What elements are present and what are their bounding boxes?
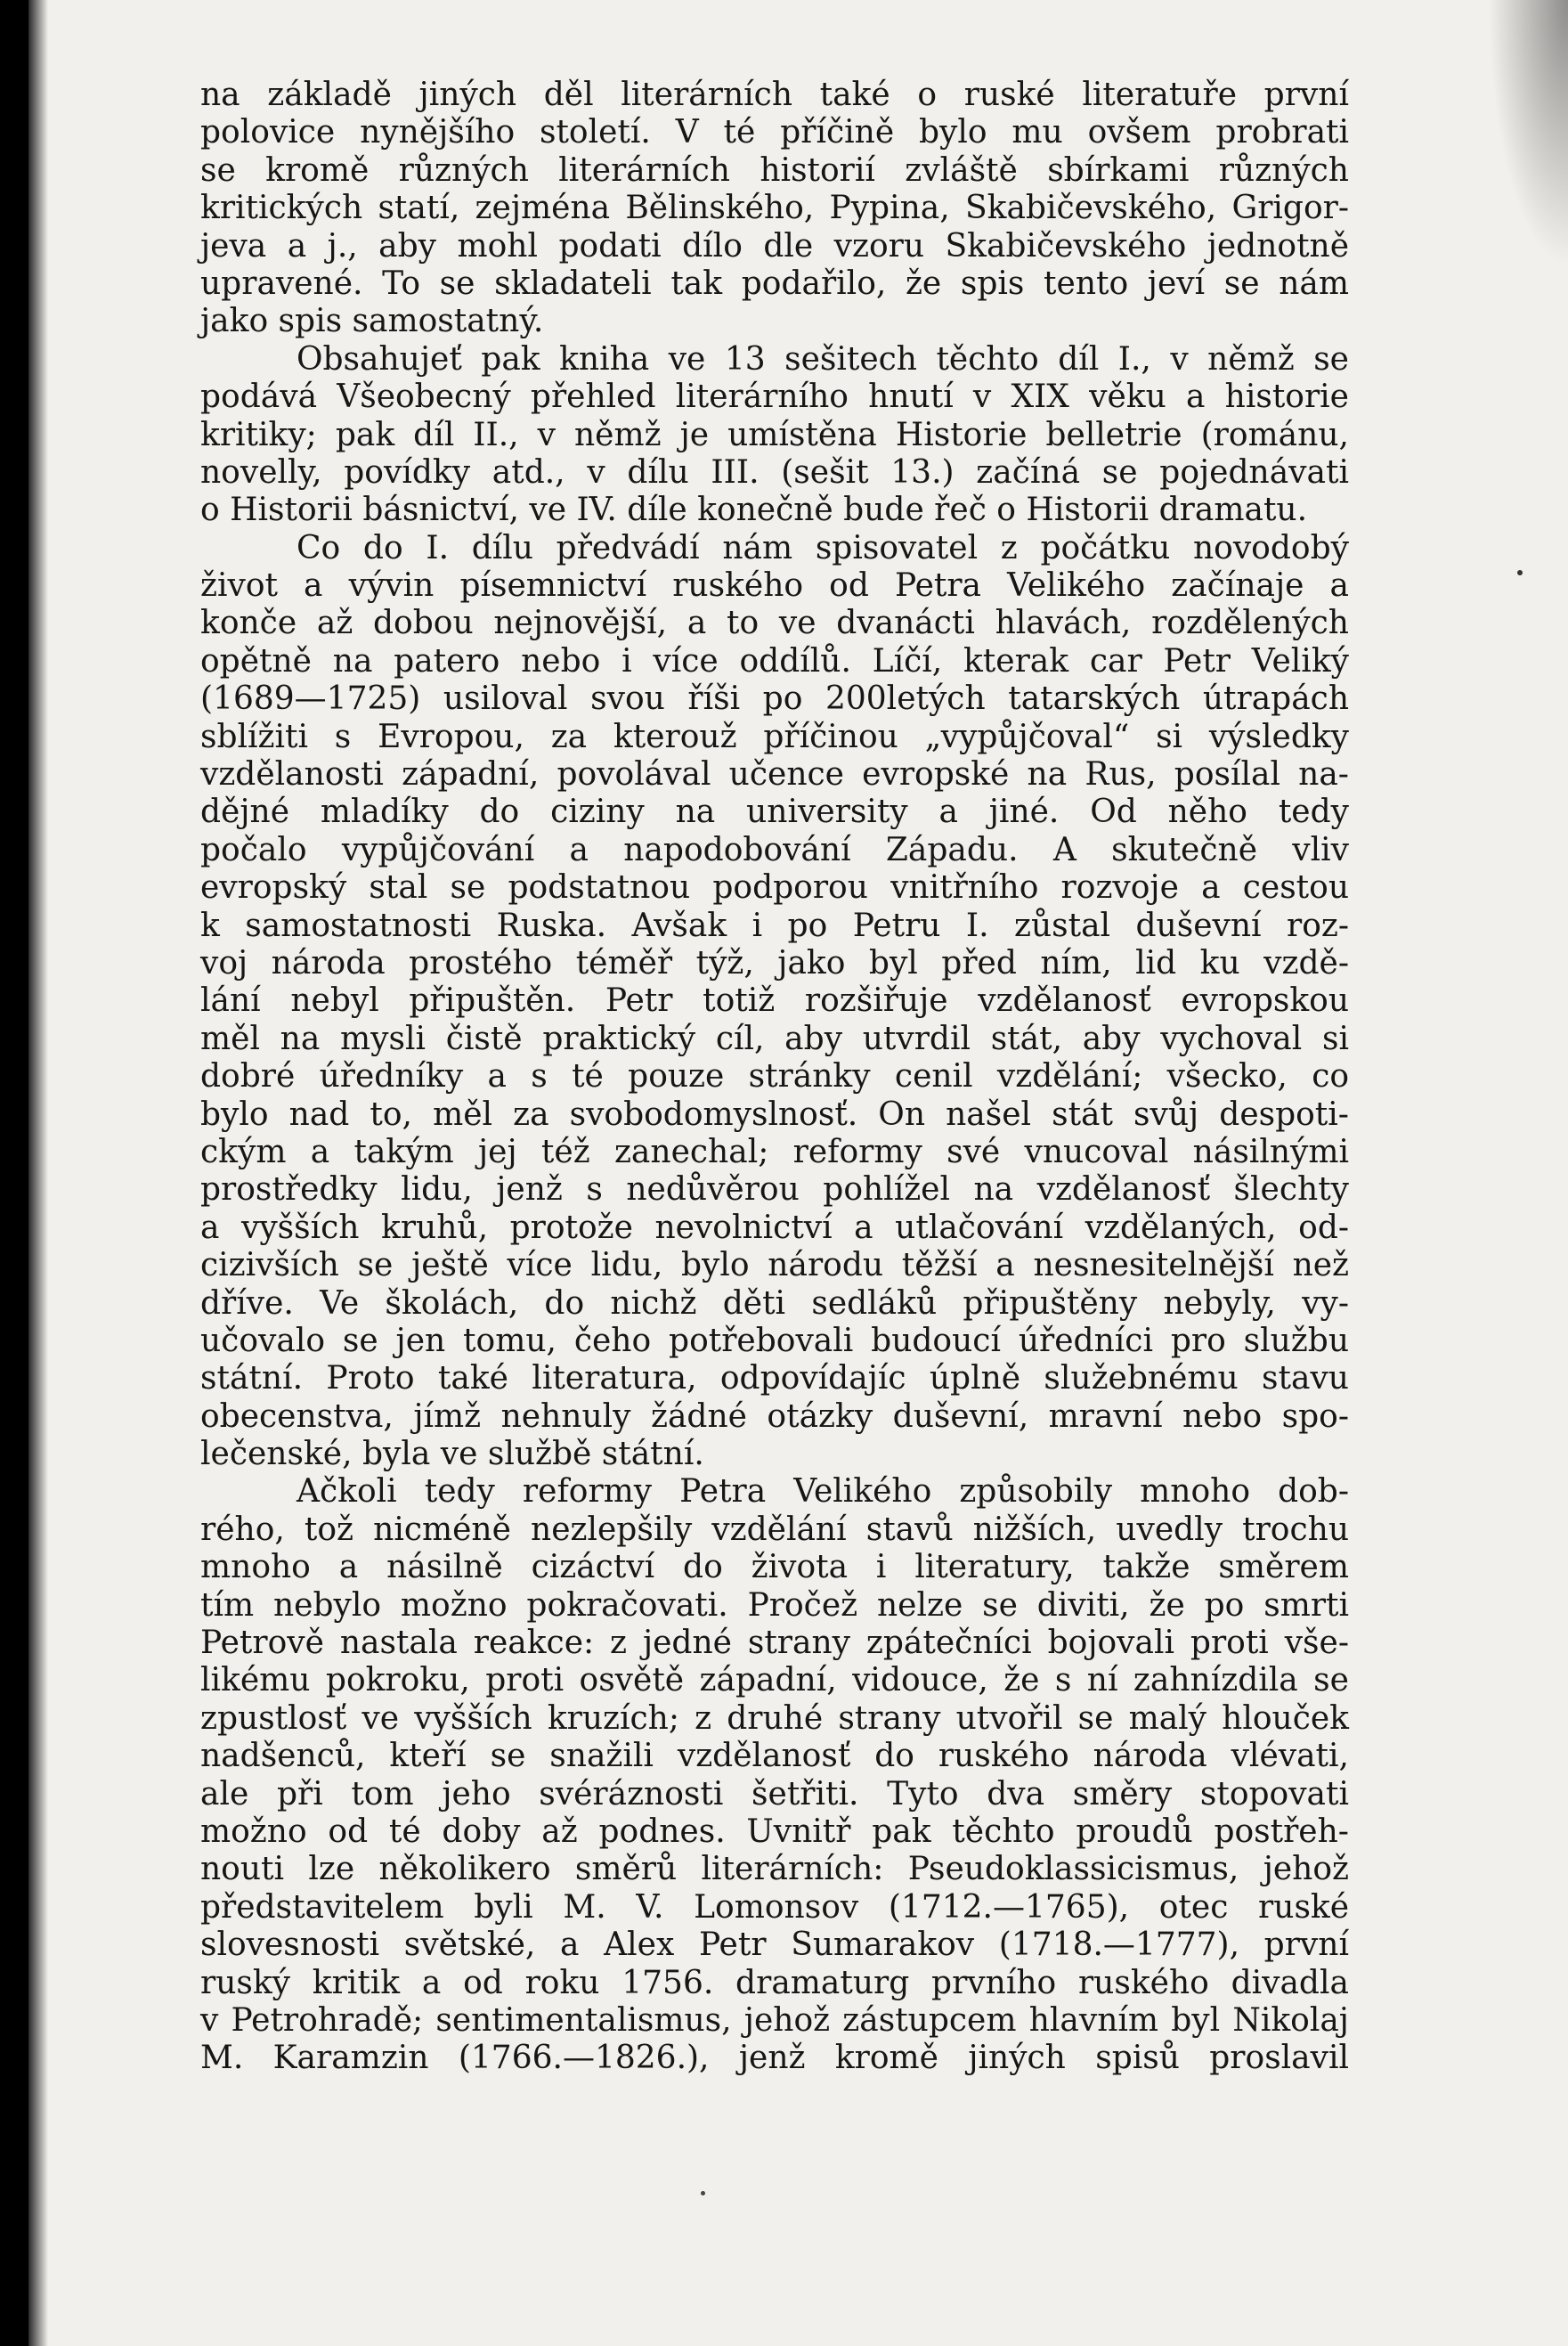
text-line: jako spis samostatný. — [200, 303, 544, 340]
text-line: konče až dobou nejnovější, a to ve dvanácti hlavách, rozdělených — [200, 605, 1349, 642]
text-line: sblížiti s Evropou, za kterouž příčinou „vypůjčoval“ si výsledky — [200, 718, 1350, 755]
text-line: obecenstva, jímž nehnuly žádné otázky duševní, mravní nebo spo- — [200, 1397, 1349, 1435]
text-line: Obsahujeť pak kniha ve 13 sešitech těchto díl I., v němž se — [297, 340, 1349, 378]
book-page — [28, 0, 1568, 2346]
text-line: dříve. Ve školách, do nichž děti sedláků připuštěny nebyly, vy- — [200, 1284, 1349, 1322]
text-line: Co do I. dílu předvádí nám spisovatel z počátku novodobý — [297, 529, 1349, 566]
text-line: učovalo se jen tomu, čeho potřebovali budoucí úředníci pro službu — [200, 1322, 1350, 1359]
text-line: Ačkoli tedy reformy Petra Velikého způsobily mnoho dob- — [297, 1473, 1349, 1511]
text-line: se kromě různých literárních historií zvláště sbírkami různých — [200, 151, 1349, 189]
text-line: cizivších se ještě více lidu, bylo národu těžší a nesnesitelnější než — [200, 1247, 1350, 1284]
text-line: lání nebyl připuštěn. Petr totiž rozšiřuje vzdělanosť evropskou — [200, 982, 1350, 1020]
text-line: kritiky; pak díl II., v němž je umístěna Historie belletrie (románu, — [200, 416, 1349, 453]
text-line: na základě jiných děl literárních také o ruské literatuře první — [200, 77, 1349, 113]
text-line: slovesnosti světské, a Alex Petr Sumarakov (1718.—1777), první — [200, 1926, 1349, 1964]
text-line: prostředky lidu, jenž s nedůvěrou pohlížel na vzdělanosť šlechty — [200, 1171, 1349, 1209]
text-line: opětně na patero nebo i více oddílů. Líčí, kterak car Petr Veliký — [200, 642, 1349, 680]
text-line: nouti lze několikero směrů literárních: Pseudoklassicismus, jehož — [200, 1851, 1349, 1888]
speck-mark — [701, 2191, 705, 2195]
text-line: zpustlosť ve vyšších kruzích; z druhé strany utvořil se malý hlouček — [200, 1699, 1349, 1737]
text-line: nadšenců, kteří se snažili vzdělanosť do ruského národa vlévati, — [200, 1738, 1349, 1775]
text-line: v Petrohradě; sentimentalismus, jehož zástupcem hlavním byl Nikolaj — [200, 2001, 1349, 2039]
text-line: voj národa prostého téměř týž, jako byl před ním, lid ku vzdě- — [200, 944, 1349, 982]
text-line: upravené. To se skladateli tak podařilo, že spis tento jeví se nám — [200, 265, 1349, 302]
text-line: tím nebylo možno pokračovati. Pročež nelze se diviti, že po smrti — [200, 1586, 1350, 1624]
text-line: kritických statí, zejména Bělinského, Pypina, Skabičevského, Grigor- — [200, 190, 1350, 227]
text-line: a vyšších kruhů, protože nevolnictví a utlačování vzdělaných, od- — [200, 1209, 1350, 1246]
page-body-text — [200, 77, 1349, 2078]
text-line: bylo nad to, měl za svobodomyslnosť. On našel stát svůj despoti- — [200, 1096, 1349, 1133]
text-line: ruský kritik a od roku 1756. dramaturg prvního ruského divadla — [200, 1964, 1349, 2001]
text-line: představitelem byli M. V. Lomonsov (1712.—1765), otec ruské — [200, 1888, 1350, 1926]
text-line: evropský stal se podstatnou podporou vnitřního rozvoje a cestou — [200, 869, 1350, 907]
text-line: podává Všeobecný přehled literárního hnutí v XIX věku a historie — [200, 379, 1349, 416]
text-line: ale při tom jeho svéráznosti šetřiti. Tyto dva směry stopovati — [200, 1775, 1349, 1812]
text-line: lečenské, byla ve službě státní. — [200, 1436, 704, 1473]
text-line: o Historii básnictví, ve IV. díle konečně bude řeč o Historii dramatu. — [200, 492, 1308, 529]
text-line: k samostatnosti Ruska. Avšak i po Petru I. zůstal duševní roz- — [200, 907, 1349, 944]
text-line: M. Karamzin (1766.—1826.), jenž kromě jiných spisů proslavil — [200, 2040, 1350, 2077]
text-line: jeva a j., aby mohl podati dílo dle vzoru Skabičevského jednotně — [200, 227, 1350, 265]
text-line: dějné mladíky do ciziny na university a jiné. Od něho tedy — [200, 794, 1349, 831]
text-line: dobré úředníky a s té pouze stránky cenil vzdělání; všecko, co — [200, 1058, 1350, 1096]
speck-mark — [1517, 570, 1523, 575]
text-line: život a vývin písemnictví ruského od Petra Velikého začínaje a — [200, 567, 1350, 605]
text-line: polovice nynějšího století. V té příčině bylo mu ovšem probrati — [200, 114, 1350, 151]
text-line: počalo vypůjčování a napodobování Západu. A skutečně vliv — [200, 831, 1350, 868]
text-line: možno od té doby až podnes. Uvnitř pak těchto proudů postřeh- — [200, 1812, 1349, 1850]
text-line: rého, tož nicméně nezlepšily vzdělání stavů nižších, uvedly trochu — [200, 1511, 1350, 1548]
text-line: ckým a takým jej též zanechal; reformy své vnucoval násilnými — [200, 1133, 1350, 1170]
text-line: měl na mysli čistě praktický cíl, aby utvrdil stát, aby vychoval si — [200, 1020, 1349, 1057]
text-line: (1689—1725) usiloval svou říši po 200letých tatarských útrapách — [200, 680, 1350, 718]
text-line: vzdělanosti západní, povolával učence evropské na Rus, posílal na- — [200, 756, 1349, 794]
text-line: mnoho a násilně cizáctví do života i literatury, takže směrem — [200, 1549, 1349, 1586]
text-line: státní. Proto také literatura, odpovídajíc úplně služebnému stavu — [200, 1360, 1349, 1397]
text-line: novelly, povídky atd., v dílu III. (sešit 13.) začíná se pojednávati — [200, 453, 1349, 491]
text-line: likému pokroku, proti osvětě západní, vidouce, že s ní zahnízdila se — [200, 1662, 1349, 1699]
text-line: Petrově nastala reakce: z jedné strany zpátečníci bojovali proti vše- — [200, 1625, 1349, 1662]
